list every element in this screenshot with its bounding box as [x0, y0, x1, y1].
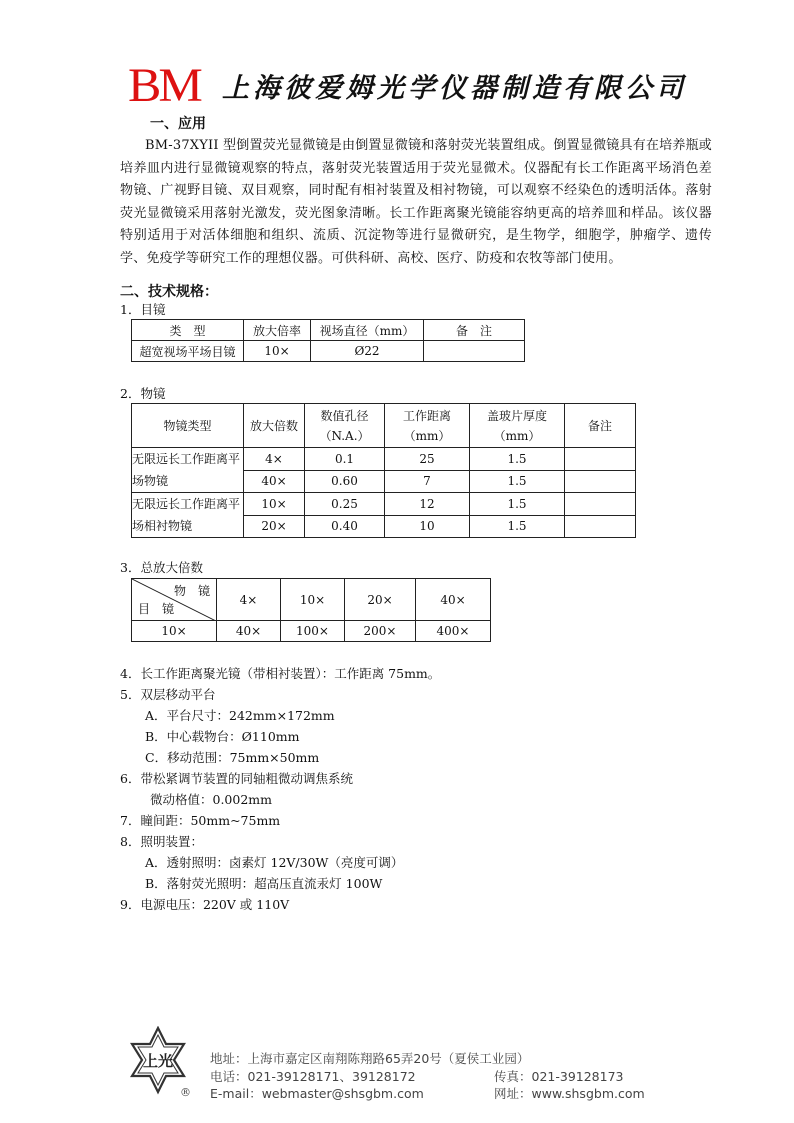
- footer-email[interactable]: E-mail：webmaster@shsgbm.com: [210, 1086, 424, 1101]
- total-mag-result: 40×: [217, 621, 281, 642]
- objective-group2-name: [132, 493, 244, 538]
- objective-group1-name-line2: 场物镜: [132, 474, 169, 488]
- objective-cell-note: [565, 515, 636, 538]
- section-application-title: 一、应用: [150, 116, 206, 132]
- objective-header-note: 备注: [565, 404, 636, 448]
- objective-cell-cover: 1.5: [470, 493, 565, 516]
- footer-logo-text: 上光: [142, 1052, 173, 1070]
- eyepiece-header-type: 类 型: [132, 320, 244, 341]
- table-row: [132, 493, 636, 516]
- objective-cell-cover: 1.5: [470, 448, 565, 471]
- total-mag-heading: 3．总放大倍数: [120, 560, 203, 575]
- objective-cell-cover: 1.5: [470, 470, 565, 493]
- objective-header-type: 物镜类型: [132, 404, 244, 448]
- footer-address: 地址：上海市嘉定区南翔陈翔路65弄20号（夏侯工业园）: [210, 1051, 530, 1066]
- eyepiece-cell-field: Ø22: [311, 341, 424, 362]
- section-specs-title: 二、技术规格：: [120, 284, 218, 300]
- spec-item-4: 4．长工作距离聚光镜（带相衬装置）：工作距离 75mm。: [120, 666, 441, 681]
- footer-phone: 电话：021-39128171、39128172: [210, 1069, 416, 1084]
- table-row: [132, 621, 491, 642]
- total-mag-objective: 10×: [281, 579, 345, 621]
- footer-fax: 传真：021-39128173: [494, 1069, 624, 1084]
- spec-item-5c: C．移动范围：75mm×50mm: [145, 750, 320, 765]
- objective-cell-wd: 7: [385, 470, 470, 493]
- objective-group1-name: [132, 448, 244, 493]
- total-mag-result: 400×: [416, 621, 491, 642]
- objective-header-mag: 放大倍数: [244, 404, 305, 448]
- objective-table: [131, 403, 636, 538]
- company-name: 上海彼爱姆光学仪器制造有限公司: [222, 73, 687, 104]
- objective-group1-name-line1: 无限远长工作距离平: [132, 452, 241, 466]
- total-mag-corner: [132, 579, 217, 621]
- total-mag-result: 200×: [345, 621, 416, 642]
- total-mag-result: 100×: [281, 621, 345, 642]
- objective-cell-mag: 40×: [244, 470, 305, 493]
- eyepiece-header-note: 备 注: [424, 320, 525, 341]
- corner-objective-label: 物 镜: [173, 584, 210, 598]
- objective-cell-na: 0.60: [305, 470, 385, 493]
- eyepiece-header-mag: 放大倍率: [244, 320, 311, 341]
- objective-header-cover-line2: （mm）: [493, 428, 541, 443]
- spec-item-9: 9．电源电压：220V 或 110V: [120, 897, 290, 912]
- objective-cell-wd: 12: [385, 493, 470, 516]
- objective-cell-na: 0.40: [305, 515, 385, 538]
- total-mag-table: [131, 578, 491, 642]
- objective-cell-na: 0.1: [305, 448, 385, 471]
- objective-cell-note: [565, 470, 636, 493]
- spec-item-7: 7．瞳间距：50mm~75mm: [120, 813, 281, 828]
- total-mag-objective: 20×: [345, 579, 416, 621]
- spec-item-8: 8．照明装置：: [120, 834, 203, 849]
- spec-item-8b: B．落射荧光照明：超高压直流汞灯 100W: [145, 876, 383, 891]
- objective-cell-wd: 10: [385, 515, 470, 538]
- objective-header-cover-line1: 盖玻片厚度: [486, 408, 547, 423]
- objective-header-na-line1: 数值孔径: [320, 408, 369, 423]
- objective-cell-wd: 25: [385, 448, 470, 471]
- spec-item-6: 6．带松紧调节装置的同轴粗微动调焦系统: [120, 771, 353, 786]
- spec-item-5: 5．双层移动平台: [120, 687, 216, 702]
- spec-item-6a: 微动格值：0.002mm: [150, 792, 272, 807]
- objective-group2-name-line1: 无限远长工作距离平: [132, 497, 241, 511]
- objective-group2-name-line2: 场相衬物镜: [132, 519, 193, 533]
- eyepiece-cell-mag: 10×: [244, 341, 311, 362]
- objective-header-wd: [385, 404, 470, 448]
- objective-header-cover: [470, 404, 565, 448]
- application-paragraph: BM-37XYII 型倒置荧光显微镜是由倒置显微镜和落射荧光装置组成。倒置显微镜具有在培养瓶或培养皿内进行显微镜观察的特点，落射荧光装置适用于荧光显微术。仪器配有长工作距离平场消色差物镜、广视野目镜、双目观察，同时配有相衬装置及相衬物镜，可以观察不经染色的透明活体。落射荧光显微镜采用落射光激发，荧光图象清晰。长工作距离聚光镜能容纳更高的培养皿和样品。该仪器特别适用于对活体细胞和组织、流质、沉淀物等进行显微研究，是生物学，细胞学，肿瘤学、遗传学、免疫学等研究工作的理想仪器。可供科研、高校、医疗、防疫和农牧等部门使用。: [120, 138, 712, 266]
- eyepiece-heading: 1．目镜: [120, 302, 166, 317]
- total-mag-eyepiece: 10×: [132, 621, 217, 642]
- objective-cell-note: [565, 448, 636, 471]
- total-mag-objective: 4×: [217, 579, 281, 621]
- objective-header-na-line2: （N.A.）: [319, 428, 370, 443]
- eyepiece-cell-type: 超宽视场平场目镜: [132, 341, 244, 362]
- total-mag-objective: 40×: [416, 579, 491, 621]
- corner-eyepiece-label: 目 镜: [138, 602, 175, 616]
- bm-logo: BM: [128, 58, 200, 112]
- objective-heading: 2．物镜: [120, 386, 166, 401]
- registered-mark: ®: [180, 1086, 191, 1099]
- objective-cell-mag: 10×: [244, 493, 305, 516]
- objective-header-na: [305, 404, 385, 448]
- spec-item-5b: B．中心载物台：Ø110mm: [145, 729, 300, 744]
- eyepiece-header-field: 视场直径（mm）: [311, 320, 424, 341]
- table-row: [132, 448, 636, 471]
- objective-header-wd-line2: （mm）: [403, 428, 451, 443]
- eyepiece-table: [131, 319, 525, 362]
- objective-cell-na: 0.25: [305, 493, 385, 516]
- objective-cell-cover: 1.5: [470, 515, 565, 538]
- eyepiece-cell-note: [424, 341, 525, 362]
- objective-header-wd-line1: 工作距离: [402, 408, 451, 423]
- spec-item-8a: A．透射照明：卤素灯 12V/30W（亮度可调）: [145, 855, 404, 870]
- spec-item-5a: A．平台尺寸：242mm×172mm: [145, 708, 335, 723]
- footer-website[interactable]: 网址：www.shsgbm.com: [494, 1086, 645, 1101]
- objective-cell-note: [565, 493, 636, 516]
- objective-cell-mag: 20×: [244, 515, 305, 538]
- objective-cell-mag: 4×: [244, 448, 305, 471]
